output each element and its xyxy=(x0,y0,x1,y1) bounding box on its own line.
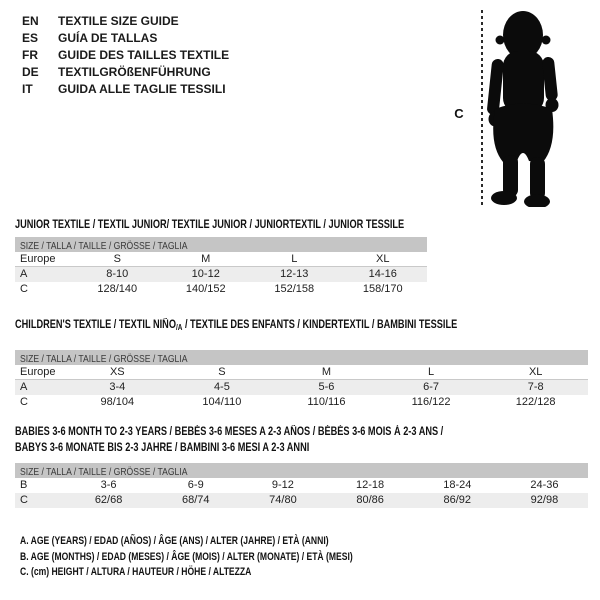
size-cell: S xyxy=(113,253,121,265)
childrens-textile-table xyxy=(15,318,588,410)
age-cell: 8-10 xyxy=(106,268,129,280)
size-cell: L xyxy=(428,366,435,378)
age-cell: 24-36 xyxy=(530,479,559,491)
row-label: C xyxy=(20,283,28,295)
age-cell: 3-6 xyxy=(100,479,117,491)
language-row xyxy=(22,13,229,30)
size-cell: XL xyxy=(376,253,390,265)
table-title-subscript: /A xyxy=(175,323,183,332)
language-code: IT xyxy=(22,82,33,96)
table-title xyxy=(15,424,473,456)
language-row xyxy=(22,81,229,98)
size-cell: M xyxy=(321,366,332,378)
language-code: DE xyxy=(22,65,39,79)
table-title: JUNIOR TEXTILE / TEXTIL JUNIOR/ TEXTILE JUNIOR / JUNIORTEXTIL / JUNIOR TESSILE xyxy=(15,219,405,231)
height-cell: 110/116 xyxy=(307,396,346,408)
height-cell: 74/80 xyxy=(269,494,297,506)
age-cell: 10-12 xyxy=(191,268,220,280)
height-measure-label: C xyxy=(454,106,464,121)
table-row-age-months xyxy=(15,478,588,493)
age-cell: 3-4 xyxy=(109,381,126,393)
size-header-label: SIZE / TALLA / TAILLE / GRÖSSE / TAGLIA xyxy=(20,353,188,365)
footnote-legend xyxy=(20,534,447,581)
height-cell: 98/104 xyxy=(100,396,135,408)
height-measure-dashed-line xyxy=(481,10,483,208)
guide-title: GUIDE DES TAILLES TEXTILE xyxy=(58,48,230,62)
language-row xyxy=(22,64,229,81)
height-cell: 128/140 xyxy=(97,283,138,295)
age-cell: 12-18 xyxy=(356,479,385,491)
size-header-bar xyxy=(15,350,588,365)
size-cell: L xyxy=(291,253,298,265)
leg-right xyxy=(530,157,545,200)
height-cell: 140/152 xyxy=(185,283,226,295)
language-code: EN xyxy=(22,14,39,28)
size-header-bar xyxy=(15,463,588,478)
table-title xyxy=(15,318,473,335)
legend-line-age-years: A. AGE (YEARS) / EDAD (AÑOS) / ÂGE (ANS) / ALTER (JAHRE) / ETÀ (ANNI) xyxy=(20,535,329,547)
age-cell: 9-12 xyxy=(271,479,294,491)
arm-right xyxy=(542,56,559,101)
foot-right xyxy=(524,195,550,208)
babies-textile-table xyxy=(15,424,588,508)
height-cell: 122/128 xyxy=(515,396,556,408)
table-title-part: / TEXTILE DES ENFANTS / KINDERTEXTIL / BAMBINI TESSILE xyxy=(182,319,458,331)
size-cell: S xyxy=(218,366,226,378)
height-cell: 92/98 xyxy=(530,494,559,506)
age-cell: 4-5 xyxy=(213,381,230,393)
age-cell: 14-16 xyxy=(368,268,397,280)
table-row-age xyxy=(15,380,588,395)
table-title-part: CHILDREN'S TEXTILE / TEXTIL NIÑO xyxy=(15,319,176,331)
table-title-line1: BABIES 3-6 MONTH TO 2-3 YEARS / BEBÉS 3-6 MESES A 2-3 AÑOS / BÉBÉS 3-6 MOIS À 2-3 ANS / xyxy=(15,426,444,438)
shorts xyxy=(493,104,553,163)
guide-title: TEXTILE SIZE GUIDE xyxy=(58,14,179,28)
row-label: C xyxy=(20,494,28,506)
height-cell: 80/86 xyxy=(356,494,384,506)
row-label: Europe xyxy=(20,253,56,265)
size-cell: XS xyxy=(109,366,125,378)
table-title-line2: BABYS 3-6 MONATE BIS 2-3 JAHRE / BAMBINI 3-6 MESI A 2-3 ANNI xyxy=(15,442,310,454)
age-cell: 7-8 xyxy=(527,381,544,393)
height-cell: 68/74 xyxy=(181,494,210,506)
row-label: B xyxy=(20,479,28,491)
language-code: ES xyxy=(22,31,39,45)
size-header-bar xyxy=(15,237,427,252)
table-row-europe xyxy=(15,365,588,380)
language-row xyxy=(22,47,229,64)
age-cell: 18-24 xyxy=(443,479,472,491)
guide-title: GUÍA DE TALLAS xyxy=(58,31,158,45)
row-label: A xyxy=(20,268,28,280)
table-row-height xyxy=(15,282,427,297)
table-row-height xyxy=(15,493,588,508)
size-cell: XL xyxy=(528,366,543,378)
junior-textile-table xyxy=(15,218,427,297)
language-code: FR xyxy=(22,48,38,62)
row-label: A xyxy=(20,381,28,393)
row-label: C xyxy=(20,396,28,408)
size-header-label: SIZE / TALLA / TAILLE / GRÖSSE / TAGLIA xyxy=(20,466,188,478)
size-cell: M xyxy=(201,253,211,265)
height-cell: 62/68 xyxy=(94,494,123,506)
height-cell: 158/170 xyxy=(362,283,403,295)
legend-line-age-months: B. AGE (MONTHS) / EDAD (MESES) / ÂGE (MOIS) / ALTER (MONATE) / ETÀ (MESI) xyxy=(20,550,353,563)
foot-left xyxy=(491,191,517,205)
legend-line-height: C. (cm) HEIGHT / ALTURA / HAUTEUR / HÖHE / ALTEZZA xyxy=(20,566,252,578)
language-row xyxy=(22,30,229,47)
row-label: Europe xyxy=(20,366,56,378)
table-row-europe xyxy=(15,252,427,267)
age-cell: 12-13 xyxy=(280,268,309,280)
size-header-label: SIZE / TALLA / TAILLE / GRÖSSE / TAGLIA xyxy=(20,240,188,252)
height-cell: 104/110 xyxy=(202,396,242,408)
age-cell: 6-7 xyxy=(423,381,440,393)
age-cell: 5-6 xyxy=(318,381,335,393)
table-row-age xyxy=(15,267,427,282)
age-cell: 6-9 xyxy=(187,479,204,491)
language-title-list xyxy=(22,13,229,98)
guide-title: TEXTILGRÖßENFÜHRUNG xyxy=(58,65,211,79)
toddler-silhouette-image xyxy=(486,9,578,207)
height-cell: 152/158 xyxy=(274,283,315,295)
height-cell: 116/122 xyxy=(411,396,451,408)
leg-left xyxy=(503,155,518,197)
height-cell: 86/92 xyxy=(443,494,472,506)
guide-title: GUIDA ALLE TAGLIE TESSILI xyxy=(58,82,226,96)
table-row-height xyxy=(15,395,588,410)
